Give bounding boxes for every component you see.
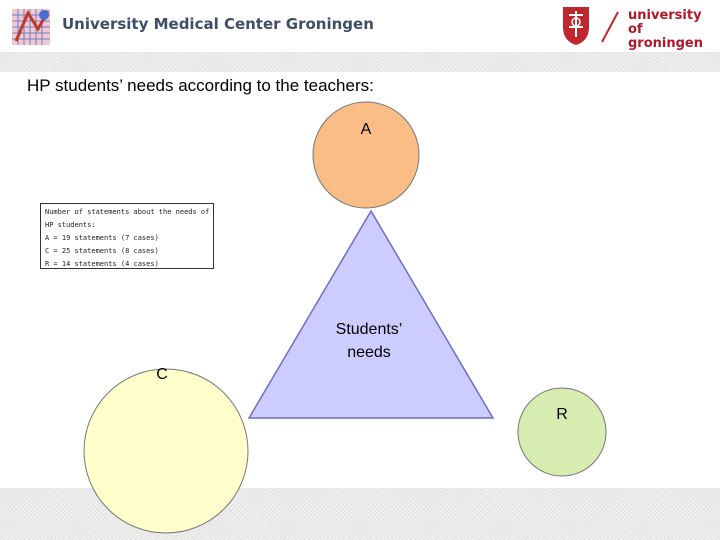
- node-c-label: C: [156, 366, 168, 383]
- node-r-circle: [518, 388, 606, 476]
- students-needs-label-line1: Students’: [335, 321, 403, 338]
- umcg-name: University Medical Center Groningen: [62, 15, 374, 33]
- node-c-circle: [84, 369, 248, 533]
- note-line: HP students:: [45, 221, 96, 229]
- rug-name-line1: university of: [628, 8, 702, 37]
- node-a-circle: [313, 102, 419, 208]
- node-r-label: R: [556, 406, 568, 423]
- students-needs-label-line2: needs: [347, 344, 391, 361]
- slide-title: HP students’ needs according to the teachers:: [27, 76, 374, 95]
- node-a-label: A: [360, 121, 372, 138]
- note-line: C = 25 statements (8 cases): [45, 247, 159, 255]
- note-line: Number of statements about the needs of: [45, 208, 210, 216]
- note-line: R = 14 statements (4 cases): [45, 260, 159, 268]
- note-line: A = 19 statements (7 cases): [45, 234, 159, 242]
- students-needs-triangle: [249, 211, 493, 418]
- rug-name-line2: groningen: [628, 36, 703, 51]
- statements-note-box: [40, 203, 214, 269]
